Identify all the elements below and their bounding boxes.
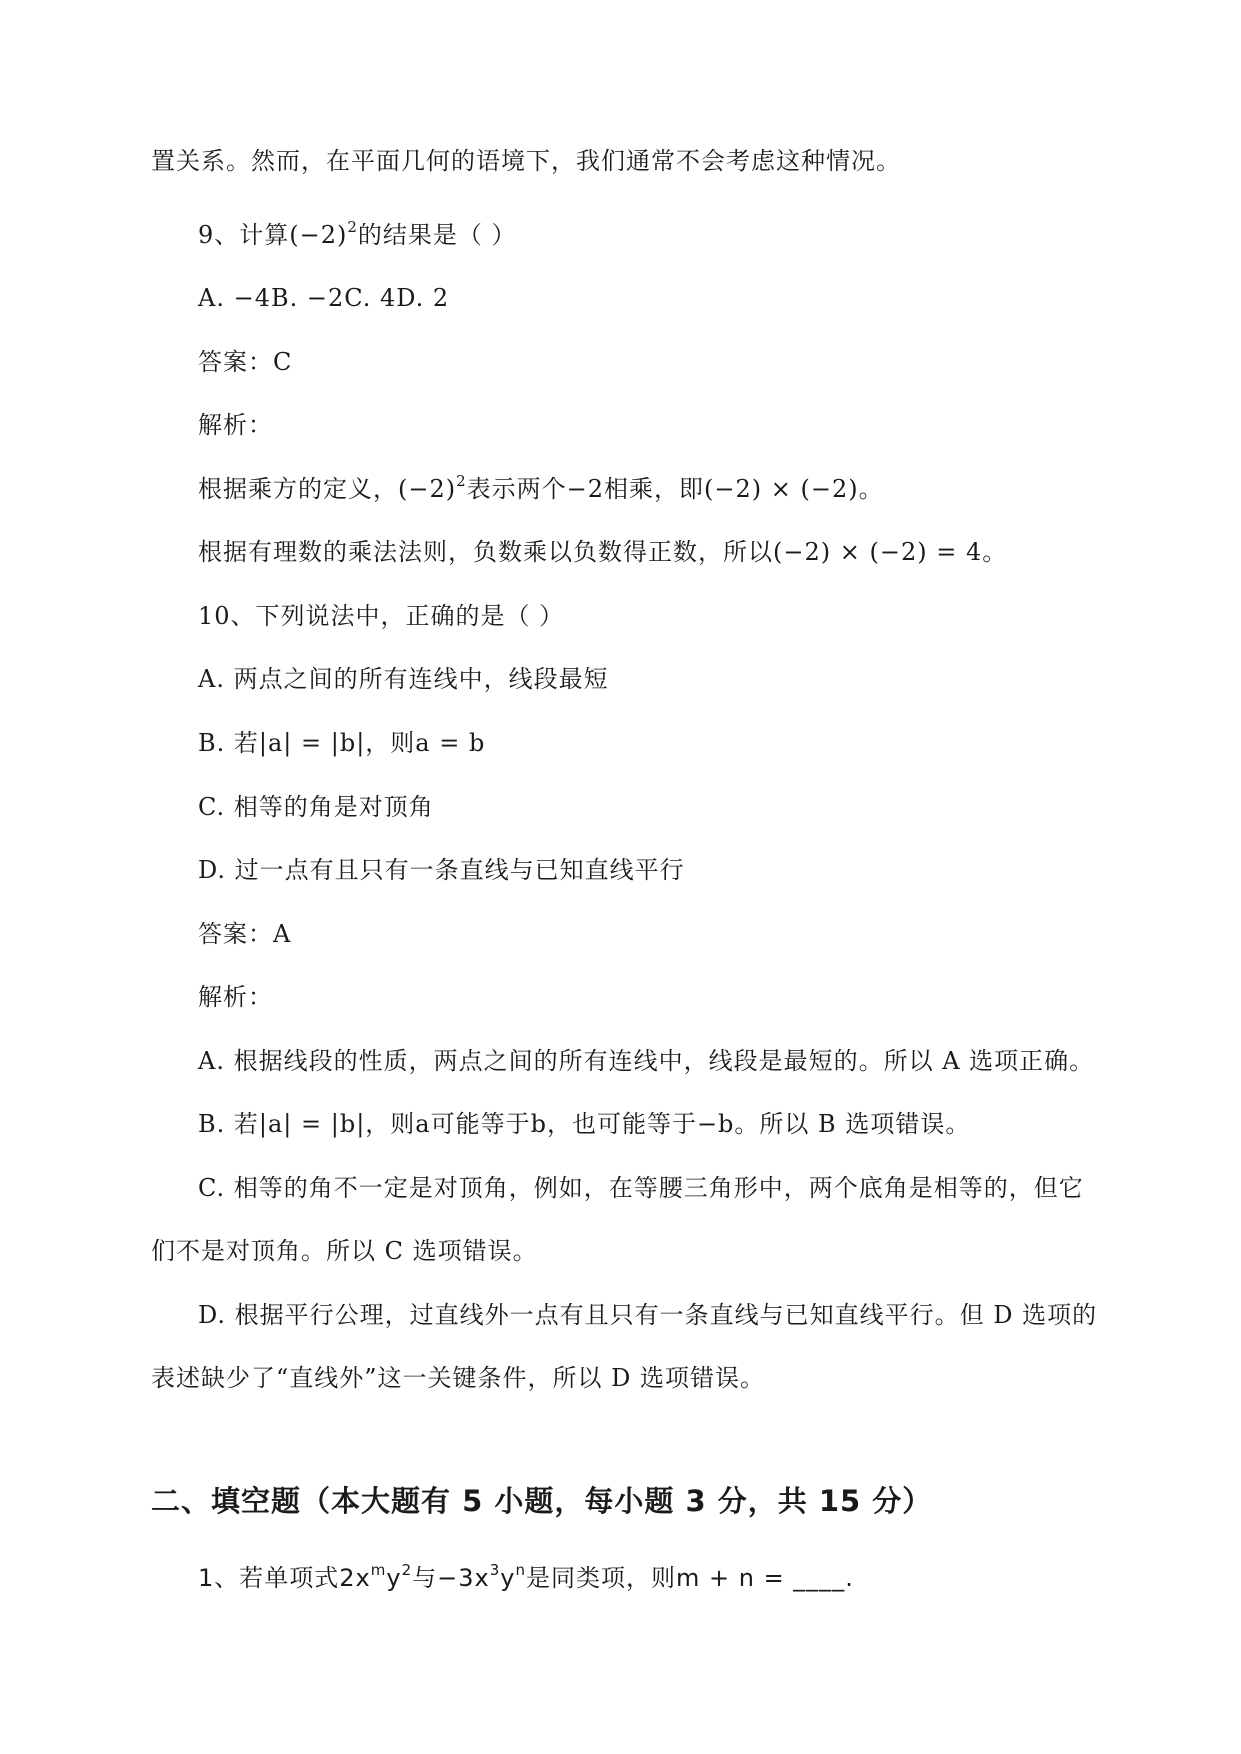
question-9-text-end: 的结果是（ ） <box>357 221 517 249</box>
question-9-analysis-line-1 <box>198 472 884 506</box>
question-10-analysis-c-line-2: 们不是对顶角。所以 C 选项错误。 <box>151 1237 538 1265</box>
question-9-stem <box>198 218 517 252</box>
question-text: 1、若单项式2x <box>198 1564 371 1592</box>
question-text: 与−3x <box>412 1564 490 1592</box>
question-10-stem: 10、下列说法中，正确的是（ ） <box>198 602 565 630</box>
question-10-analysis-label: 解析： <box>198 983 273 1011</box>
question-10-analysis-c-line-1: C. 相等的角不一定是对顶角，例如，在等腰三角形中，两个底角是相等的，但它 <box>198 1174 1084 1202</box>
question-10-analysis-a: A. 根据线段的性质，两点之间的所有连线中，线段是最短的。所以 A 选项正确。 <box>198 1047 1095 1075</box>
question-9-answer: 答案：C <box>198 348 293 376</box>
question-10-analysis-d-line-1: D. 根据平行公理，过直线外一点有且只有一条直线与已知直线平行。但 D 选项的 <box>198 1301 1098 1329</box>
question-text-end: 是同类项，则m + n = ____. <box>525 1564 854 1592</box>
question-text: y <box>500 1564 516 1592</box>
section-heading: 二、填空题（本大题有 5 小题，每小题 3 分，共 15 分） <box>151 1484 933 1518</box>
question-10-option-d: D. 过一点有且只有一条直线与已知直线平行 <box>198 856 685 884</box>
exponent: 2 <box>347 218 358 236</box>
exponent: n <box>515 1561 526 1579</box>
question-10-analysis-d-line-2: 表述缺少了“直线外”这一关键条件，所以 D 选项错误。 <box>151 1364 766 1392</box>
question-10-answer: 答案：A <box>198 920 292 948</box>
question-10-option-c: C. 相等的角是对顶角 <box>198 793 434 821</box>
question-9-analysis-label: 解析： <box>198 411 273 439</box>
analysis-text: 根据乘方的定义，(−2) <box>198 475 457 503</box>
paragraph-continuation: 置关系。然而，在平面几何的语境下，我们通常不会考虑这种情况。 <box>151 147 901 175</box>
analysis-text-end: 表示两个−2相乘，即(−2) × (−2)。 <box>466 475 884 503</box>
question-10-option-b: B. 若|a| = |b|，则a = b <box>198 729 486 757</box>
exponent: 2 <box>401 1561 413 1579</box>
exponent: 2 <box>456 472 467 490</box>
question-10-analysis-b: B. 若|a| = |b|，则a可能等于b，也可能等于−b。所以 B 选项错误。 <box>198 1110 971 1138</box>
exponent: 3 <box>489 1561 501 1579</box>
question-9-options: A. −4B. −2C. 4D. 2 <box>198 284 450 312</box>
question-10-option-a: A. 两点之间的所有连线中，线段最短 <box>198 665 609 693</box>
question-text: y <box>386 1564 402 1592</box>
question-9-analysis-line-2: 根据有理数的乘法法则，负数乘以负数得正数，所以(−2) × (−2) = 4。 <box>198 538 1008 566</box>
fill-blank-question-1 <box>198 1561 854 1595</box>
question-9-text: 9、计算(−2) <box>198 221 348 249</box>
exponent: m <box>370 1561 387 1579</box>
